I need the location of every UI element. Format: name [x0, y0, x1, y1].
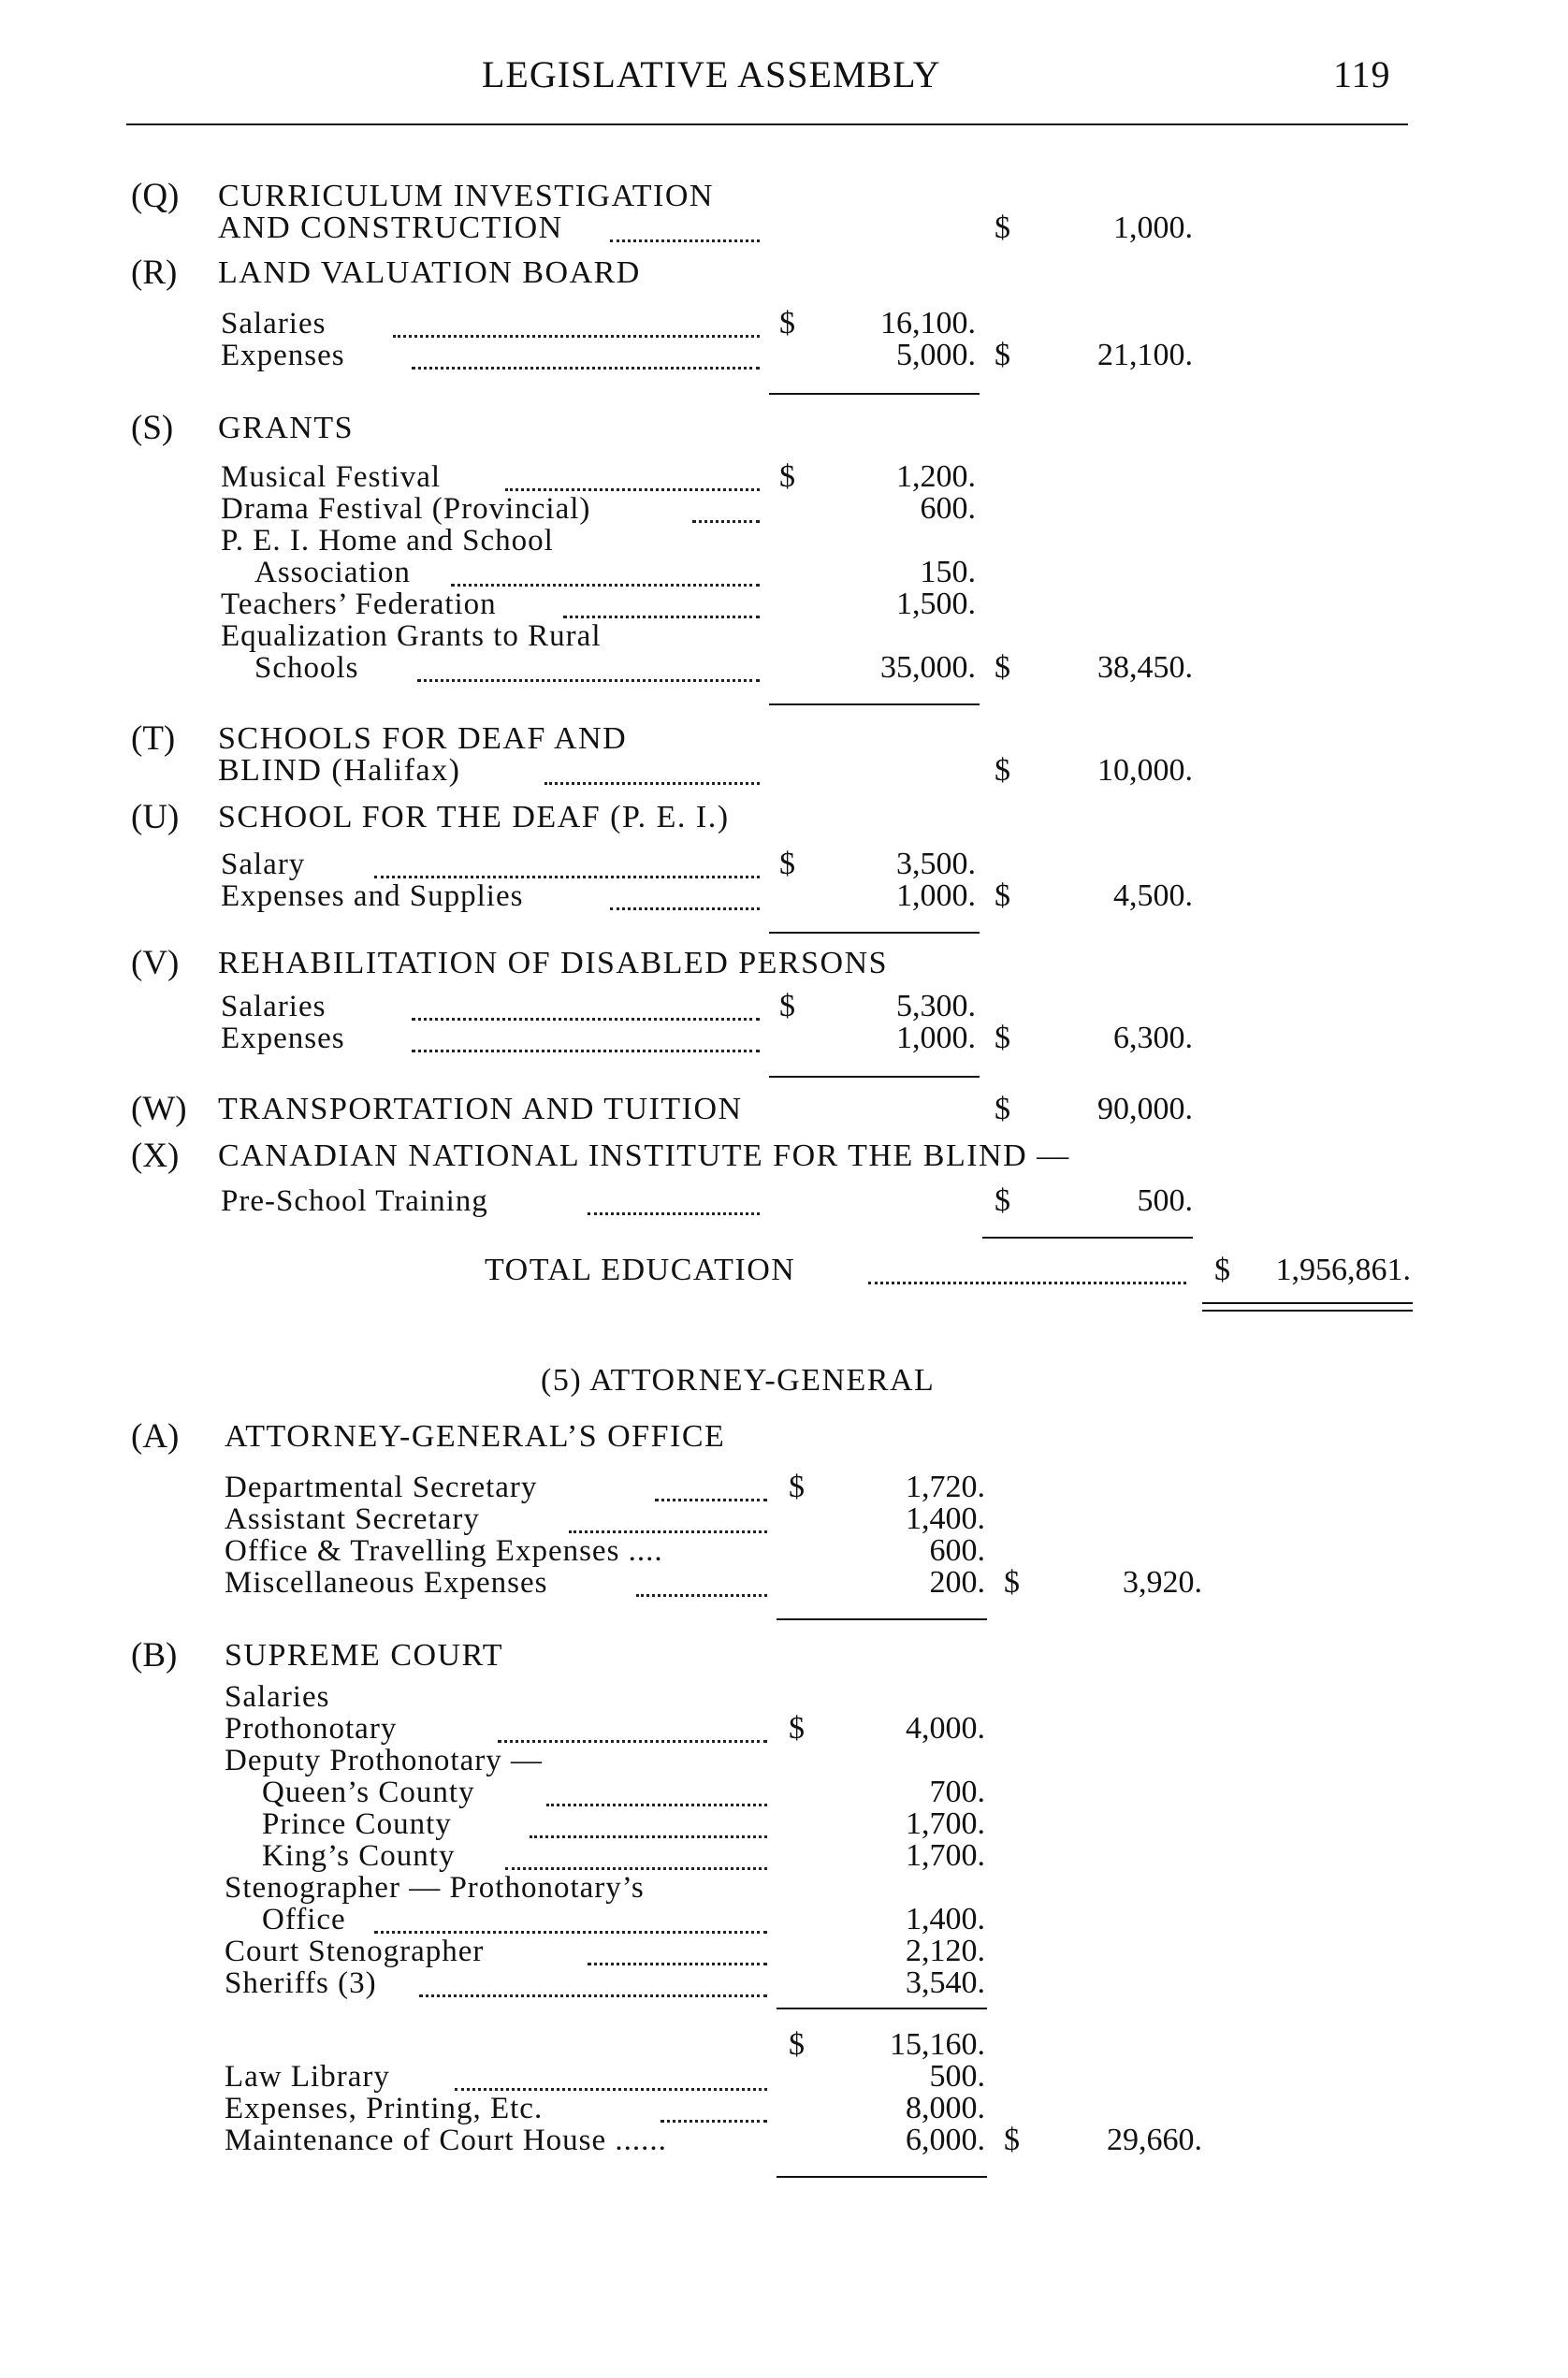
- item-total: 38,450.: [1097, 650, 1193, 685]
- line-label: Office: [262, 1903, 346, 1936]
- dollar-sign: $: [995, 1092, 1010, 1126]
- item-title: SCHOOL FOR THE DEAF (P. E. I.): [218, 800, 730, 834]
- line-label: Pre-School Training: [221, 1184, 488, 1218]
- line-label: Queen’s County: [262, 1776, 475, 1809]
- item-title: BLIND (Halifax): [218, 753, 461, 788]
- item-title: TRANSPORTATION AND TUITION: [218, 1092, 743, 1126]
- item-title: REHABILITATION OF DISABLED PERSONS: [218, 946, 889, 980]
- dot-leader: [655, 1499, 767, 1501]
- dot-leader: [498, 1740, 767, 1743]
- line-amount: 1,000.: [896, 878, 976, 913]
- dot-leader: [505, 1867, 767, 1870]
- subtotal-amount: 15,160.: [890, 2027, 985, 2062]
- item-title: CANADIAN NATIONAL INSTITUTE FOR THE BLIND —: [218, 1138, 1070, 1173]
- line-amount: 600.: [929, 1533, 985, 1568]
- line-amount: 3,540.: [906, 1965, 985, 2000]
- item-letter: (U): [131, 798, 180, 836]
- item-total: 3,920.: [1123, 1565, 1202, 1600]
- dot-leader: [412, 1050, 760, 1052]
- line-label: Musical Festival: [221, 460, 442, 494]
- running-header: LEGISLATIVE ASSEMBLY: [482, 53, 941, 95]
- line-amount: 1,200.: [896, 459, 976, 494]
- sum-rule: [777, 2176, 987, 2178]
- dot-leader: [546, 1804, 767, 1806]
- line-amount: 1,500.: [896, 587, 976, 621]
- sum-rule: [769, 393, 980, 395]
- item-total: 21,100.: [1097, 338, 1193, 372]
- dot-leader: [610, 239, 760, 242]
- line-label: Stenographer — Prothonotary’s: [225, 1871, 645, 1905]
- double-rule-bottom: [1202, 1310, 1413, 1312]
- dot-leader: [451, 584, 760, 587]
- dot-leader: [419, 1994, 767, 1997]
- grand-total-amount: 1,956,861.: [1275, 1253, 1411, 1287]
- sum-rule: [982, 1237, 1193, 1239]
- dollar-sign: $: [789, 2027, 805, 2062]
- line-amount: 8,000.: [906, 2091, 985, 2125]
- dot-leader: [374, 876, 760, 878]
- item-total: 90,000.: [1097, 1092, 1193, 1126]
- dot-leader: [692, 520, 760, 523]
- item-letter: (T): [131, 719, 176, 758]
- line-amount: 200.: [929, 1565, 985, 1600]
- line-label: King’s County: [262, 1839, 456, 1873]
- item-letter: (X): [131, 1137, 180, 1175]
- dot-leader: [417, 679, 760, 682]
- dot-leader: [505, 488, 760, 491]
- dot-leader: [412, 1018, 760, 1021]
- dollar-sign: $: [995, 338, 1010, 372]
- dollar-sign: $: [789, 1470, 805, 1504]
- item-title: CURRICULUM INVESTIGATION: [218, 179, 714, 213]
- section-heading: (5) ATTORNEY-GENERAL: [541, 1363, 936, 1398]
- dot-leader: [530, 1835, 767, 1838]
- dot-leader: [374, 1931, 767, 1934]
- line-label: Salaries: [221, 990, 327, 1023]
- line-label: Teachers’ Federation: [221, 587, 497, 621]
- dot-leader: [588, 1963, 767, 1965]
- item-total: 4,500.: [1113, 878, 1193, 913]
- line-amount: 1,700.: [906, 1838, 985, 1873]
- dollar-sign: $: [779, 306, 795, 341]
- item-letter: (W): [131, 1090, 187, 1128]
- line-label: Equalization Grants to Rural: [221, 619, 602, 653]
- dollar-sign: $: [995, 878, 1010, 913]
- dollar-sign: $: [995, 1021, 1010, 1055]
- item-letter: (A): [131, 1417, 180, 1456]
- item-letter: (S): [131, 409, 174, 447]
- item-total: 1,000.: [1113, 210, 1193, 245]
- line-amount: 600.: [920, 491, 976, 526]
- item-total: 500.: [1137, 1183, 1193, 1218]
- dot-leader: [610, 907, 760, 910]
- dollar-sign: $: [995, 210, 1010, 245]
- dot-leader: [636, 1594, 767, 1597]
- line-amount: 16,100.: [880, 306, 976, 341]
- line-label: Prince County: [262, 1807, 452, 1841]
- dot-leader: [455, 2088, 767, 2091]
- line-label: Expenses: [221, 339, 345, 372]
- line-label: Salaries: [225, 1680, 330, 1714]
- line-amount: 1,000.: [896, 1021, 976, 1055]
- line-amount: 700.: [929, 1775, 985, 1809]
- line-label: P. E. I. Home and School: [221, 524, 554, 558]
- line-label: Salary: [221, 848, 306, 881]
- line-label: Schools: [254, 651, 359, 685]
- line-label: Expenses: [221, 1022, 345, 1055]
- line-label: Prothonotary: [225, 1712, 398, 1746]
- item-letter: (Q): [131, 177, 180, 215]
- line-amount: 5,000.: [896, 338, 976, 372]
- dot-leader: [412, 367, 760, 370]
- line-label: Miscellaneous Expenses: [225, 1566, 548, 1600]
- line-amount: 500.: [929, 2059, 985, 2094]
- page-number: 119: [1333, 53, 1391, 95]
- line-label: Office & Travelling Expenses ....: [225, 1534, 663, 1568]
- dollar-sign: $: [1214, 1253, 1230, 1287]
- line-amount: 1,400.: [906, 1902, 985, 1936]
- line-label: Sheriffs (3): [225, 1966, 377, 2000]
- sum-rule: [777, 1618, 987, 1620]
- sum-rule: [769, 703, 980, 705]
- item-title: SUPREME COURT: [225, 1638, 504, 1673]
- item-letter: (R): [131, 254, 178, 292]
- line-amount: 4,000.: [906, 1711, 985, 1746]
- sum-rule: [777, 2008, 987, 2009]
- header-rule: [126, 123, 1408, 125]
- item-title: ATTORNEY-GENERAL’S OFFICE: [225, 1419, 726, 1454]
- dollar-sign: $: [1004, 2123, 1020, 2157]
- dot-leader: [569, 1530, 767, 1533]
- item-total: 29,660.: [1107, 2123, 1202, 2157]
- line-label: Court Stenographer: [225, 1935, 485, 1968]
- item-total: 10,000.: [1097, 753, 1193, 788]
- dollar-sign: $: [995, 753, 1010, 788]
- grand-total-label: TOTAL EDUCATION: [485, 1253, 796, 1287]
- sum-rule: [769, 1076, 980, 1078]
- dollar-sign: $: [995, 1183, 1010, 1218]
- line-amount: 5,300.: [896, 989, 976, 1023]
- dot-leader: [563, 616, 760, 618]
- dollar-sign: $: [995, 650, 1010, 685]
- dot-leader: [544, 782, 760, 785]
- line-label: Expenses, Printing, Etc.: [225, 2092, 544, 2125]
- line-amount: 3,500.: [896, 847, 976, 881]
- item-letter: (V): [131, 944, 180, 982]
- dot-leader: [393, 335, 760, 338]
- line-label: Deputy Prothonotary —: [225, 1744, 543, 1777]
- item-title: LAND VALUATION BOARD: [218, 255, 641, 290]
- line-label: Drama Festival (Provincial): [221, 492, 591, 526]
- line-label: Maintenance of Court House ......: [225, 2124, 667, 2157]
- dot-leader: [868, 1282, 1186, 1284]
- item-title: GRANTS: [218, 411, 355, 445]
- line-amount: 2,120.: [906, 1934, 985, 1968]
- line-amount: 1,700.: [906, 1806, 985, 1841]
- line-label: Law Library: [225, 2060, 390, 2094]
- line-amount: 1,400.: [906, 1501, 985, 1536]
- dollar-sign: $: [779, 459, 795, 494]
- dollar-sign: $: [789, 1711, 805, 1746]
- item-title: AND CONSTRUCTION: [218, 210, 563, 245]
- line-amount: 150.: [920, 555, 976, 589]
- line-label: Expenses and Supplies: [221, 879, 524, 913]
- line-amount: 35,000.: [880, 650, 976, 685]
- line-label: Assistant Secretary: [225, 1502, 480, 1536]
- sum-rule: [769, 932, 980, 934]
- dot-leader: [588, 1212, 760, 1215]
- double-rule-top: [1202, 1302, 1413, 1304]
- line-amount: 6,000.: [906, 2123, 985, 2157]
- dollar-sign: $: [779, 989, 795, 1023]
- line-label: Association: [254, 556, 411, 589]
- line-amount: 1,720.: [906, 1470, 985, 1504]
- item-total: 6,300.: [1113, 1021, 1193, 1055]
- item-letter: (B): [131, 1636, 178, 1675]
- line-label: Departmental Secretary: [225, 1471, 538, 1504]
- dollar-sign: $: [1004, 1565, 1020, 1600]
- dot-leader: [661, 2120, 767, 2123]
- line-label: Salaries: [221, 307, 327, 341]
- item-title: SCHOOLS FOR DEAF AND: [218, 721, 628, 756]
- dollar-sign: $: [779, 847, 795, 881]
